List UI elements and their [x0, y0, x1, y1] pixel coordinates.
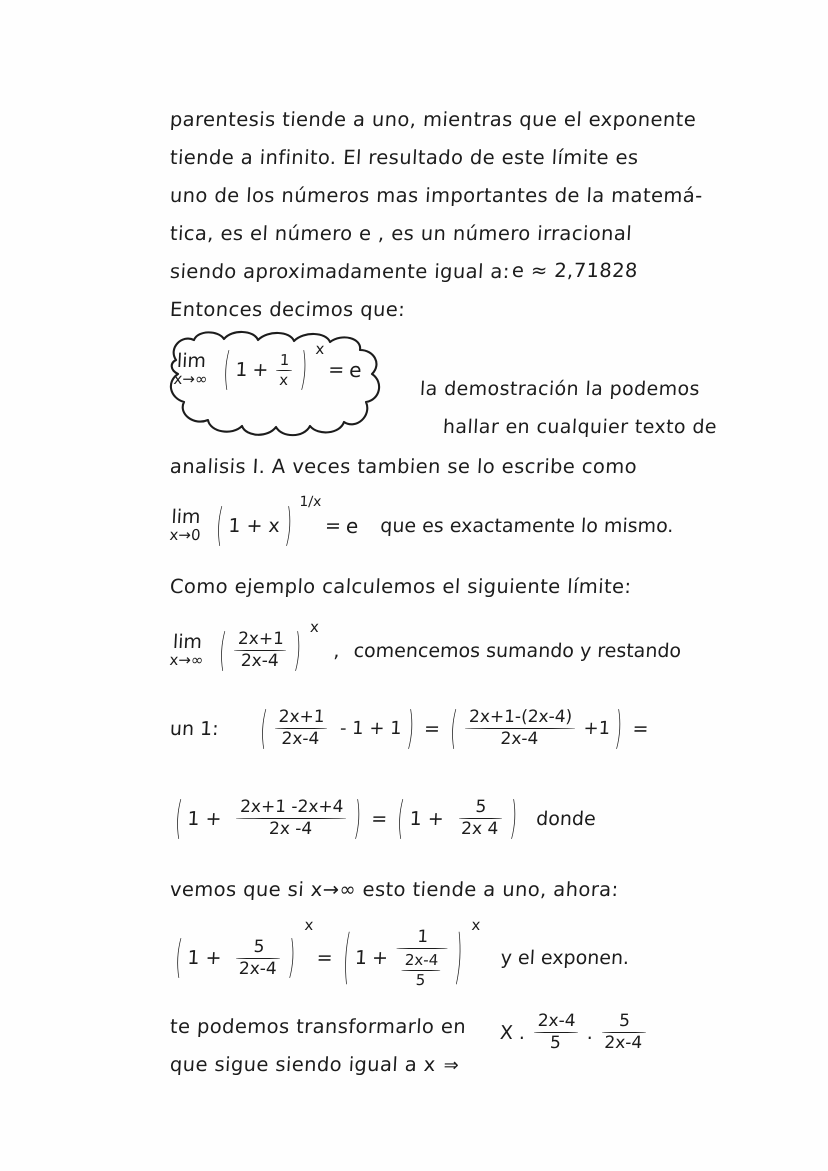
paren-open-2: ( — [449, 702, 459, 755]
formula-example-limit — [169, 618, 682, 677]
side-note-line-2: hallar en cualquier texto de — [442, 416, 718, 438]
equals-sign: = — [370, 807, 388, 830]
equals-sign: = — [327, 359, 345, 382]
formula-add-subtract-one — [169, 702, 655, 755]
paren-open: ( — [218, 624, 228, 677]
limit-operator: lim x→0 — [169, 506, 202, 544]
text-line-vemos: vemos que si x→∞ esto tiende a uno, ahora: — [169, 878, 620, 901]
formula-prefix: un 1: — [169, 717, 220, 740]
left-operations: - 1 + 1 — [339, 718, 403, 740]
inner-fraction: $\frac{2x-4}{5}$ — [400, 952, 441, 989]
paren-close: ) — [299, 344, 309, 397]
side-note-line-1: la demostración la podemos — [419, 378, 701, 400]
right-operations: +1 — [583, 718, 611, 740]
fraction-right: $\frac{2x+1-(2x-4)}{2x-4}$ — [464, 708, 575, 749]
text-line-1: parentesis tiende a uno, mientras que el exponente — [169, 108, 697, 131]
fraction-bar-outer — [396, 948, 447, 949]
fraction-left: $\frac{2x+1}{2x-4}$ — [274, 708, 328, 749]
comma: , — [333, 639, 341, 662]
plus-sign: + — [251, 359, 269, 382]
exponent-x: x — [315, 340, 325, 358]
cloud-callout — [158, 326, 408, 446]
exponent-one-over-x: 1/x — [299, 494, 322, 510]
product-expression — [499, 1012, 650, 1053]
right-one: 1 — [354, 947, 368, 970]
fraction-left: $\frac{5}{2x-4}$ — [235, 938, 281, 979]
formula-trailing-text: comencemos sumando y restando — [353, 639, 682, 662]
equals-sign: = — [316, 947, 334, 970]
x-factor: X . — [499, 1021, 526, 1044]
text-line-4: tica, es el número e , es un número irracional — [169, 222, 633, 245]
exponent-x-right: x — [471, 916, 481, 934]
text-line-2: tiende a infinito. El resultado de este límite es — [169, 146, 640, 169]
paren-open: ( — [174, 932, 184, 985]
fraction-2x1-over-2x4: $\frac{2x+1}{2x-4}$ — [233, 630, 287, 671]
paren-close: ) — [405, 702, 415, 755]
implies-arrow-icon: ⇒ — [443, 1055, 460, 1076]
equals-sign: = — [324, 514, 342, 537]
result-e: e — [345, 513, 359, 538]
exponent-x: x — [309, 618, 320, 636]
paren-close-2: ) — [509, 792, 519, 845]
multiplication-dot: . — [586, 1021, 594, 1044]
cloud-formula — [173, 340, 363, 397]
nested-fraction: $\frac{1}{\frac{2x-4}{5}}$ — [394, 928, 449, 989]
result-e: e — [348, 358, 363, 383]
text-line-sigue-siendo-label: que sigue siendo igual a x — [169, 1053, 437, 1076]
paren-close-2: ) — [614, 702, 624, 755]
right-one-plus: 1 + — [409, 807, 445, 830]
paren-open-2: ( — [341, 924, 352, 993]
formula-simplified — [169, 792, 597, 845]
fraction-left: $\frac{2x+1 -2x+4}{2x -4}$ — [235, 798, 347, 839]
fraction-2x4-over-5: $\frac{2x-4}{5}$ — [533, 1012, 579, 1053]
plus-sign: + — [371, 947, 389, 970]
formula-trailing-text: donde — [535, 807, 597, 830]
e-approx-value: e ≈ 2,71828 — [511, 259, 639, 282]
base-one: 1 — [234, 359, 249, 382]
fraction-one-over-x: $\frac{1}{x}$ — [275, 352, 292, 389]
base-one-plus-x: 1 + x — [227, 514, 281, 537]
paren-open: ( — [174, 792, 184, 845]
text-line-sigue-siendo — [169, 1053, 459, 1076]
paren-open: ( — [258, 702, 268, 755]
paren-open: ( — [215, 499, 225, 552]
exponent-x-left: x — [304, 916, 314, 934]
formula-continued-fraction — [168, 916, 630, 993]
paren-close: ) — [353, 792, 363, 845]
formula-trailing-text: y el exponen. — [500, 947, 630, 970]
formula-limit-x-to-0 — [169, 494, 675, 552]
paren-close: ) — [293, 624, 303, 677]
paren-close: ) — [283, 499, 293, 552]
left-one-plus: 1 + — [186, 947, 223, 970]
limit-operator: lim x→∞ — [169, 630, 204, 669]
fraction-five-over-2x4: $\frac{5}{2x 4}$ — [458, 798, 503, 839]
equals-sign-2: = — [631, 717, 650, 740]
paren-open-2: ( — [396, 792, 406, 845]
text-line-3: uno de los números mas importantes de la matemá- — [169, 184, 704, 207]
limit-operator: lim x→∞ — [173, 350, 208, 389]
paren-close: ) — [287, 932, 297, 985]
paren-open: ( — [222, 344, 232, 397]
paren-close-2: ) — [454, 924, 465, 993]
left-one-plus: 1 + — [186, 807, 223, 830]
text-line-analisis: analisis I. A veces tambien se lo escribe como — [169, 455, 638, 478]
text-line-ejemplo: Como ejemplo calculemos el siguiente límite: — [169, 575, 633, 598]
fraction-5-over-2x4: $\frac{5}{2x-4}$ — [601, 1012, 647, 1053]
text-line-transformarlo: te podemos transformarlo en — [169, 1015, 467, 1038]
equals-sign: = — [423, 717, 441, 740]
text-line-6: Entonces decimos que: — [169, 298, 406, 321]
text-line-5: siendo aproximadamente igual a: — [169, 260, 511, 283]
formula-trailing-text: que es exactamente lo mismo. — [379, 514, 675, 537]
